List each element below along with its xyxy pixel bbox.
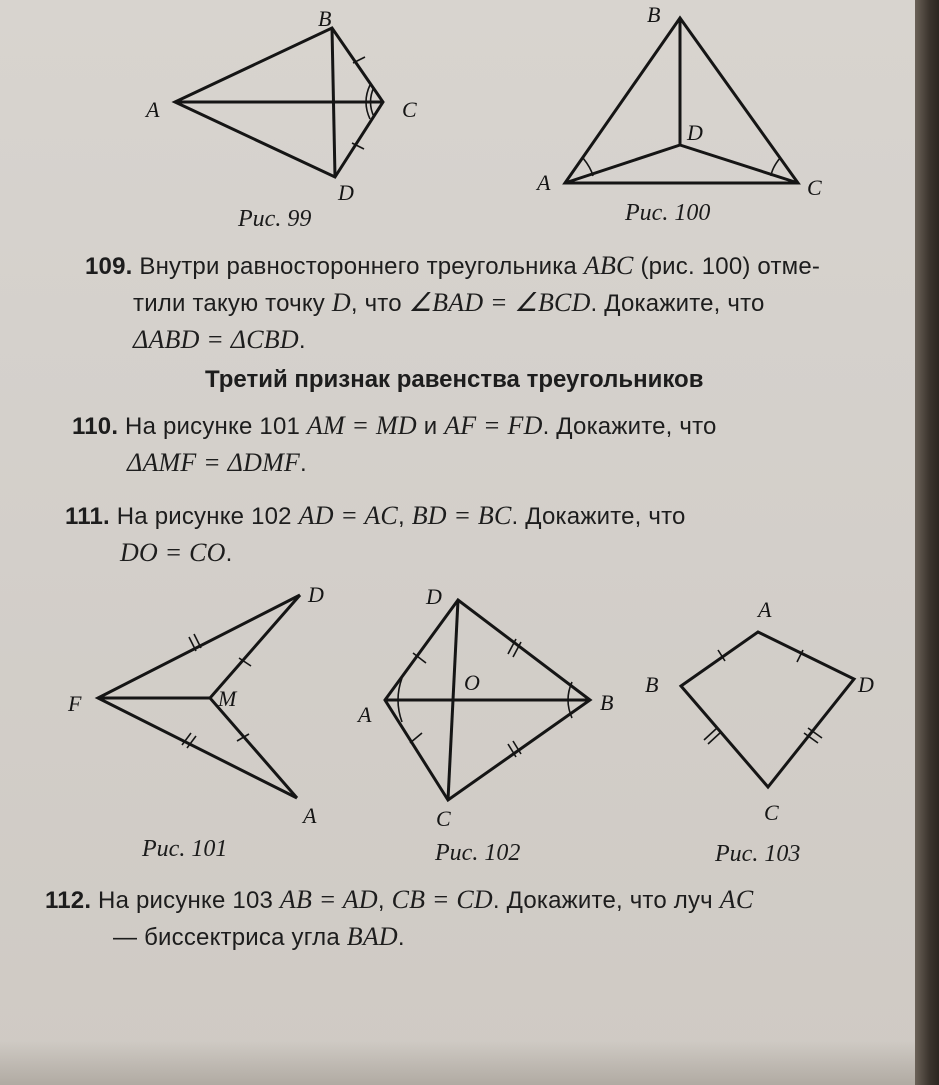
fig102-caption: Рис. 102 [435, 840, 521, 866]
problem-109-line-1: 109. Внутри равностороннего треугольника ABC (рис. 100) отме- [85, 251, 821, 280]
problem-112-line-1: 112. На рисунке 103 AB = AD, CB = CD. Докажите, что луч AC [45, 885, 754, 914]
problem-112 [45, 882, 753, 956]
fig100-segment-cd [680, 145, 798, 183]
fig103-caption: Рис. 103 [715, 841, 801, 867]
fig100-segment-ad [565, 145, 680, 183]
problem-number: 109. [85, 253, 133, 280]
problem-110-line-1: 110. На рисунке 101 AM = MD и AF = FD. Докажите, что [72, 411, 717, 440]
fig100-label-d: D [687, 120, 703, 145]
fig99-label-b: B [318, 6, 332, 31]
fig101-label-f: F [68, 691, 82, 716]
fig99-label-a: A [146, 97, 160, 122]
problem-109-line-3: ΔABD = ΔCBD. [133, 325, 306, 354]
fig99-label-c: C [402, 97, 417, 122]
fig100-label-a: A [537, 170, 551, 195]
fig99-caption: Рис. 99 [238, 206, 312, 232]
fig102-label-b: B [600, 690, 614, 715]
problem-111-line-1: 111. На рисунке 102 AD = AC, BD = BC. Докажите, что [65, 501, 686, 530]
fig103-kite [681, 632, 854, 787]
section-heading: Третий признак равенства треугольников [205, 366, 704, 393]
fig100-label-c: C [807, 175, 822, 200]
problem-111 [65, 498, 686, 572]
figure-100 [525, 0, 845, 205]
fig103-label-b: B [645, 672, 659, 697]
problem-112-line-2: — биссектриса угла BAD. [113, 922, 405, 951]
fig102-label-d: D [426, 584, 442, 609]
fig101-caption: Рис. 101 [142, 836, 228, 862]
problem-109 [85, 248, 820, 359]
book-edge [915, 0, 939, 1085]
fig102-label-o: O [464, 670, 480, 695]
problem-110-line-2: ΔAMF = ΔDMF. [127, 448, 307, 477]
problem-number: 111. [65, 503, 110, 530]
fig101-label-m: M [218, 686, 237, 711]
figure-102 [350, 582, 640, 832]
figure-101 [60, 578, 350, 838]
problem-109-line-2: тили такую точку D, что ∠BAD = ∠BCD. Докажите, что [133, 288, 765, 317]
fig99-label-d: D [338, 180, 354, 205]
fig103-label-d: D [858, 672, 874, 697]
page-shadow [0, 1040, 915, 1085]
figure-99 [140, 5, 430, 205]
fig102-label-c: C [436, 806, 451, 831]
figure-103 [640, 595, 900, 835]
fig101-label-a: A [303, 803, 317, 828]
fig99-diagonal-bd [332, 28, 335, 177]
problem-number: 112. [45, 887, 92, 914]
fig103-label-a: A [758, 597, 772, 622]
problem-110 [72, 408, 717, 482]
fig101-label-d: D [308, 582, 324, 607]
problem-111-line-2: DO = CO. [120, 538, 233, 567]
fig103-label-c: C [764, 800, 779, 825]
problem-number: 110. [72, 413, 119, 440]
fig100-label-b: B [647, 2, 661, 27]
fig100-caption: Рис. 100 [625, 200, 711, 226]
fig102-label-a: A [358, 702, 372, 727]
